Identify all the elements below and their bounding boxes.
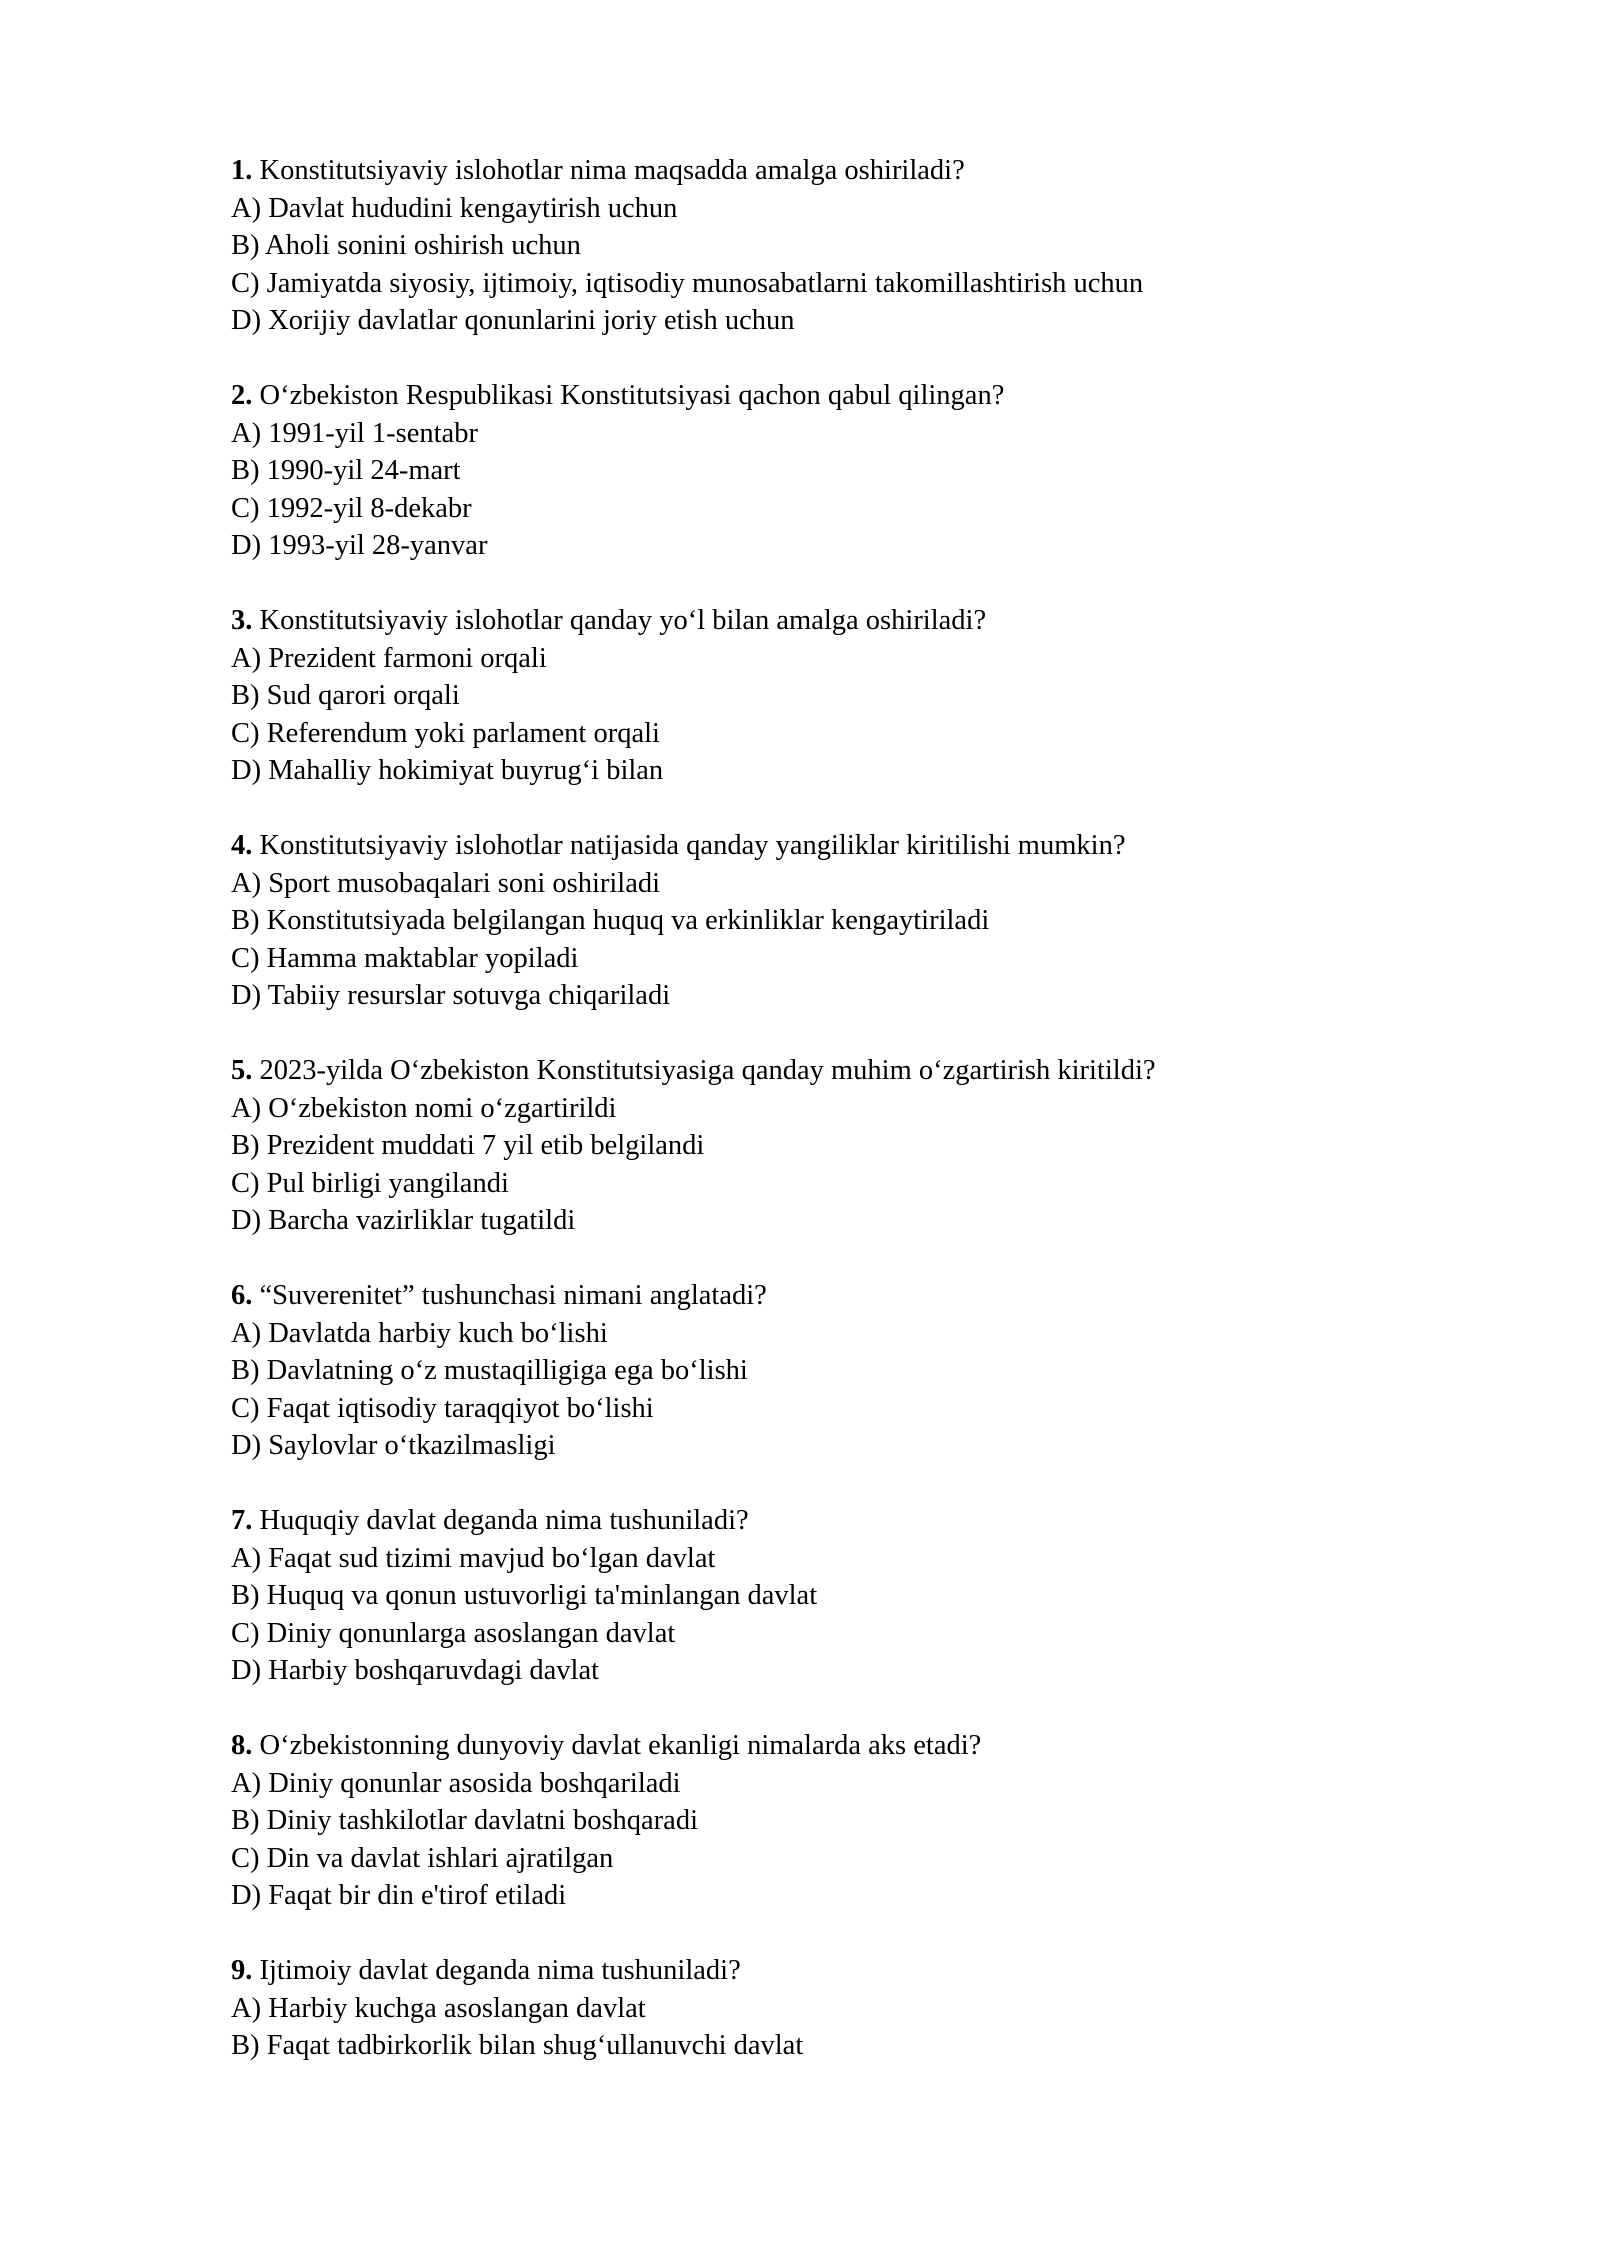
- question-text: “Suverenitet” tushunchasi nimani anglatadi?: [259, 1280, 767, 1311]
- option-b: B) Huquq va qonun ustuvorligi ta'minlangan davlat: [231, 1580, 818, 1611]
- question-8-prompt: [231, 1727, 1531, 1765]
- option-c: C) Din va davlat ishlari ajratilgan: [231, 1842, 614, 1874]
- question-text: Konstitutsiyaviy islohotlar natijasida qanday yangiliklar kiritilishi mumkin?: [259, 830, 1126, 861]
- question-text: O‘zbekistonning dunyoviy davlat ekanligi nimalarda aks etadi?: [259, 1730, 982, 1761]
- option-a: A) 1991-yil 1-sentabr: [231, 417, 478, 449]
- question-2-prompt: [231, 377, 1531, 415]
- option-b: B) Aholi sonini oshirish uchun: [231, 230, 581, 261]
- option-b: B) Prezident muddati 7 yil etib belgilandi: [231, 1130, 705, 1161]
- option-d: D) Harbiy boshqaruvdagi davlat: [231, 1655, 600, 1686]
- option-d: D) 1993-yil 28-yanvar: [231, 530, 488, 561]
- option-c: C) Jamiyatda siyosiy, ijtimoiy, iqtisodiy munosabatlarni takomillashtirish uchun: [231, 267, 1144, 299]
- question-7: [231, 1502, 1531, 1690]
- question-text: Konstitutsiyaviy islohotlar nima maqsadda amalga oshiriladi?: [259, 155, 965, 186]
- question-8: [231, 1727, 1531, 1915]
- document-page: [231, 152, 1531, 2102]
- option-a: A) O‘zbekiston nomi o‘zgartirildi: [231, 1092, 617, 1124]
- option-a: A) Davlat hududini kengaytirish uchun: [231, 192, 678, 224]
- option-a: A) Faqat sud tizimi mavjud bo‘lgan davlat: [231, 1542, 716, 1574]
- option-a: A) Diniy qonunlar asosida boshqariladi: [231, 1767, 681, 1799]
- question-number: 5.: [231, 1055, 253, 1086]
- question-4: [231, 827, 1531, 1015]
- question-number: 4.: [231, 830, 253, 861]
- question-5-prompt: [231, 1052, 1531, 1090]
- question-number: 6.: [231, 1280, 253, 1311]
- option-a: A) Harbiy kuchga asoslangan davlat: [231, 1992, 646, 2024]
- question-1-prompt: [231, 152, 1531, 190]
- question-3-prompt: [231, 602, 1531, 640]
- option-a: A) Davlatda harbiy kuch bo‘lishi: [231, 1317, 608, 1349]
- option-b: B) Davlatning o‘z mustaqilligiga ega bo‘lishi: [231, 1355, 748, 1386]
- question-number: 7.: [231, 1505, 253, 1536]
- question-text: O‘zbekiston Respublikasi Konstitutsiyasi qachon qabul qilingan?: [259, 380, 1005, 411]
- option-d: D) Mahalliy hokimiyat buyrug‘i bilan: [231, 755, 664, 786]
- option-c: C) 1992-yil 8-dekabr: [231, 492, 472, 524]
- question-5: [231, 1052, 1531, 1240]
- question-text: Konstitutsiyaviy islohotlar qanday yo‘l bilan amalga oshiriladi?: [259, 605, 987, 636]
- question-text: Huquqiy davlat deganda nima tushuniladi?: [259, 1505, 749, 1536]
- question-9-prompt: [231, 1952, 1531, 1990]
- question-4-prompt: [231, 827, 1531, 865]
- option-b: B) 1990-yil 24-mart: [231, 455, 461, 486]
- option-a: A) Prezident farmoni orqali: [231, 642, 547, 674]
- option-c: C) Diniy qonunlarga asoslangan davlat: [231, 1617, 676, 1649]
- question-number: 8.: [231, 1730, 253, 1761]
- question-text: 2023-yilda O‘zbekiston Konstitutsiyasiga qanday muhim o‘zgartirish kiritildi?: [259, 1055, 1156, 1086]
- question-text: Ijtimoiy davlat deganda nima tushuniladi?: [259, 1955, 741, 1986]
- question-7-prompt: [231, 1502, 1531, 1540]
- option-b: B) Diniy tashkilotlar davlatni boshqaradi: [231, 1805, 698, 1836]
- option-d: D) Saylovlar o‘tkazilmasligi: [231, 1430, 556, 1461]
- question-3: [231, 602, 1531, 790]
- option-b: B) Faqat tadbirkorlik bilan shug‘ullanuvchi davlat: [231, 2030, 804, 2061]
- question-1: [231, 152, 1531, 340]
- option-c: C) Hamma maktablar yopiladi: [231, 942, 579, 974]
- question-number: 2.: [231, 380, 253, 411]
- option-b: B) Konstitutsiyada belgilangan huquq va erkinliklar kengaytiriladi: [231, 905, 990, 936]
- question-2: [231, 377, 1531, 565]
- option-a: A) Sport musobaqalari soni oshiriladi: [231, 867, 661, 899]
- option-b: B) Sud qarori orqali: [231, 680, 460, 711]
- question-6: [231, 1277, 1531, 1465]
- question-6-prompt: [231, 1277, 1531, 1315]
- option-d: D) Tabiiy resurslar sotuvga chiqariladi: [231, 980, 671, 1011]
- question-number: 3.: [231, 605, 253, 636]
- option-c: C) Pul birligi yangilandi: [231, 1167, 509, 1199]
- option-c: C) Faqat iqtisodiy taraqqiyot bo‘lishi: [231, 1392, 654, 1424]
- question-9: [231, 1952, 1531, 2065]
- option-c: C) Referendum yoki parlament orqali: [231, 717, 660, 749]
- question-number: 1.: [231, 155, 253, 186]
- option-d: D) Barcha vazirliklar tugatildi: [231, 1205, 576, 1236]
- option-d: D) Xorijiy davlatlar qonunlarini joriy etish uchun: [231, 305, 795, 336]
- option-d: D) Faqat bir din e'tirof etiladi: [231, 1880, 567, 1911]
- question-number: 9.: [231, 1955, 253, 1986]
